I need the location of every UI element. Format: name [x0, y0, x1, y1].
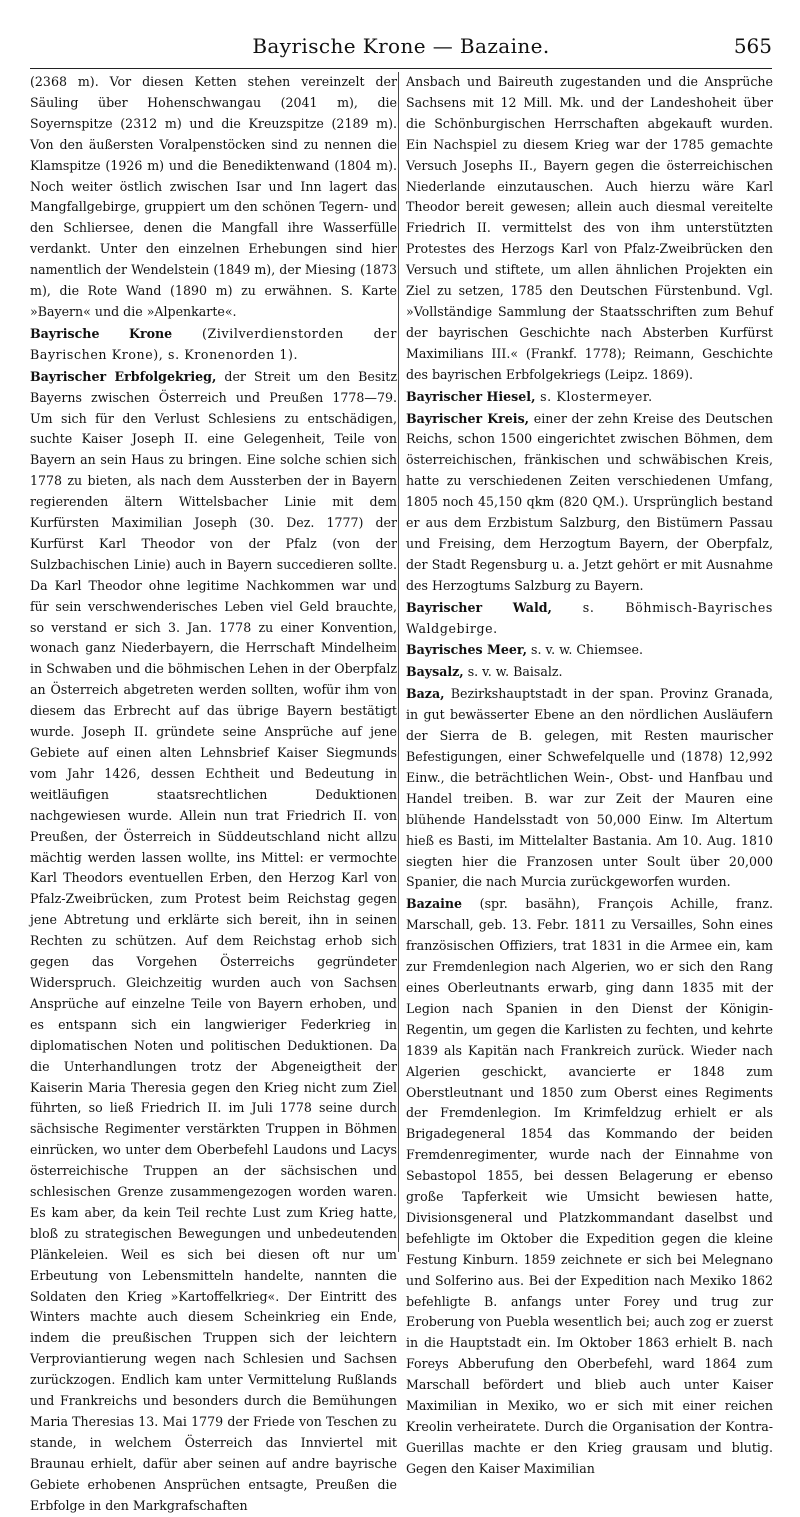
entry-headword: Bayrischer Kreis,	[406, 410, 530, 426]
entry-headword: Bayrischer Erbfolgekrieg,	[30, 368, 217, 384]
entry-text: Bezirkshauptstadt in der span. Provinz Granada, in gut bewässerter Ebene an den nördlichen Ausläufern der Sierra de B. gelegen, mit Resten maurischer Befestigungen, einer Schwefelquelle und (1878) 12,992 Einw., die beträchtlichen Wein-, Obst- und Hanfbau und Handel treiben. B. war zur Zeit der Mauren eine blühende Handelsstadt von 50,000 Einw. Im Altertum hieß es Basti, im Mittelalter Bastania. Am 10. Aug. 1810 siegten hier die Franzosen unter Soult über 20,000 Spanier, die nach Murcia zurückgeworfen wurden.	[406, 686, 773, 890]
entry-hiesel	[406, 387, 773, 408]
column-divider	[398, 72, 399, 1252]
page-header	[30, 34, 772, 66]
entry-erbfolgekrieg	[30, 367, 397, 1517]
entry-text: der Streit um den Besitz Bayerns zwischen Österreich und Preußen 1778—79. Um sich für den Verlust Schlesiens zu entschädigen, suchte Kaiser Joseph II. eine Gelegenheit, Teile von Bayern an sein Haus zu bringen. Eine solche schien sich 1778 zu bieten, als nach dem Aussterben der in Bayern regierenden ältern Wittelsbacher Linie mit dem Kurfürsten Maximilian Joseph (30. Dez. 1777) der Kurfürst Karl Theodor von der Pfalz (von der Sulzbachischen Linie) auch in Bayern succedieren sollte. Da Karl Theodor ohne legitime Nachkommen war und für sein verschwenderisches Leben viel Geld brauchte, so verstand er sich 3. Jan. 1778 zu einer Konvention, wonach ganz Niederbayern, die Herrschaft Mindelheim in Schwaben und die böhmischen Lehen in der Oberpfalz an Österreich abgetreten werden sollten, wofür ihm von diesem das Erbrecht auf das übrige Bayern bestätigt wurde. Joseph II. gründete seine Ansprüche auf jene Gebiete auf einen alten Lehnsbrief Kaiser Siegmunds vom Jahr 1426, dessen Echtheit und Bedeutung in weitläufigen staatsrechtlichen Deduktionen nachgewiesen wurde. Allein nun trat Friedrich II. von Preußen, der Österreich in Süddeutschland nicht allzu mächtig werden lassen wollte, ins Mittel: er vermochte Karl Theodors eventuellen Erben, den Herzog Karl von Pfalz-Zweibrücken, zum Protest beim Reichstag gegen jene Abtretung und erklärte sich bereit, ihn in seinen Rechten zu schützen. Auf dem Reichstag erhob sich gegen das Vorgehen Österreichs gegründeter Widerspruch. Gleichzeitig wurden auch von Sachsen Ansprüche auf einzelne Teile von Bayern erhoben, und es entspann sich ein langwieriger Federkrieg in diplomatischen Noten und politischen Deduktionen. Da die Unterhandlungen trotz der Abgeneigtheit der Kaiserin Maria Theresia gegen den Krieg nicht zum Ziel führten, so ließ Friedrich II. im Juli 1778 seine durch sächsische Regimenter verstärkten Truppen in Böhmen einrücken, wo unter dem Oberbefehl Laudons und Lacys österreichische Truppen an der sächsischen und schlesischen Grenze zusammengezogen worden waren. Es kam aber, da kein Teil rechte Lust zum Krieg hatte, bloß zu strategischen Bewegungen und unbedeutenden Plänkeleien. Weil es sich bei diesen oft nur um Erbeutung von Lebensmitteln handelte, nannten die Soldaten den Krieg »Kartoffelkrieg«. Der Eintritt des Winters machte auch diesem Scheinkrieg ein Ende, indem die preußischen Truppen sich der leichtern Verproviantierung wegen nach Schlesien und Sachsen zurückzogen. Endlich kam unter Vermittelung Rußlands und Frankreichs und besonders durch die Bemühungen Maria Theresias 13. Mai 1779 der Friede von Teschen zu stande, in welchem Österreich das Innviertel mit Braunau erhielt, dafür aber seinen auf andre bayrische Gebiete erhobenen Ansprüchen entsagte, Preußen die Erbfolge in den Markgrafschaften	[30, 368, 398, 1513]
page-number: 565	[733, 34, 772, 58]
entry-headword: Bazaine	[406, 896, 463, 912]
entry-wald	[406, 598, 773, 640]
entry-continuation: (2368 m). Vor diesen Ketten stehen vereinzelt der Säuling über Hohenschwangau (2041 m), die Soyernspitze (2312 m) und die Kreuzspitze (2189 m). Von den äußersten Voralpenstöcken sind zu nennen die Klamspitze (1926 m) und die Benediktenwand (1804 m). Noch weiter östlich zwischen Isar und Inn lagert das Mangfallgebirge, gruppiert um den schönen Tegern- und den Schliersee, denen die Mangfall ihre Wasserfülle verdankt. Unter den einzelnen Erhebungen sind hier namentlich der Wendelstein (1849 m), der Miesing (1873 m), die Rote Wand (1890 m) zu erwähnen. S. Karte »Bayern« und die »Alpenkarte«.	[30, 74, 397, 319]
entry-baza	[406, 684, 773, 893]
entry-headword: Baza,	[406, 686, 445, 702]
entry-kreis	[406, 409, 773, 597]
entry-baysalz	[406, 662, 773, 683]
left-column	[30, 72, 397, 1517]
entry-text: s. Böhmisch-Bayrisches Waldgebirge.	[406, 599, 773, 636]
entry-continuation: Ansbach und Baireuth zugestanden und die Ansprüche Sachsens mit 12 Mill. Mk. und der Landeshoheit über die Schönburgischen Herrschaften abgekauft wurden. Ein Nachspiel zu diesem Krieg war der 1785 gemachte Versuch Josephs II., Bayern gegen die österreichischen Niederlande einzutauschen. Auch hierzu wäre Karl Theodor bereit gewesen; allein auch diesmal vereitelte Friedrich II. vermittelst des von ihm unterstützten Protestes des Herzogs Karl von Pfalz-Zweibrücken den Versuch und stiftete, um allen ähnlichen Projekten ein Ziel zu setzen, 1785 den Deutschen Fürstenbund. Vgl. »Vollständige Sammlung der Staatsschriften zum Behuf der bayrischen Geschichte nach Absterben Kurfürst Maximilians III.« (Frankf. 1778); Reimann, Geschichte des bayrischen Erbfolgekriegs (Leipz. 1869).	[406, 74, 773, 382]
entry-text: (Zivilverdienstorden der Bayrischen Krone), s. Kronenorden 1).	[30, 325, 397, 362]
entry-meer	[406, 640, 773, 661]
running-title: Bayrische Krone — Bazaine.	[252, 34, 550, 58]
entry-text: s. v. w. Baisalz.	[463, 664, 563, 680]
entry-bayrische-krone	[30, 324, 397, 366]
right-column	[406, 72, 773, 1480]
entry-text: s. v. w. Chiemsee.	[527, 642, 643, 658]
entry-text: einer der zehn Kreise des Deutschen Reichs, schon 1500 eingerichtet zwischen Böhmen, dem österreichischen, fränkischen und schwäbischen Kreis, hatte zu verschiedenen Zeiten verschiedenen Umfang, 1805 noch 45,150 qkm (820 QM.). Ursprünglich bestand er aus dem Erzbistum Salzburg, den Bistümern Passau und Freising, dem Herzogtum Bayern, der Oberpfalz, der Stadt Regensburg u. a. Jetzt gehört er mit Ausnahme des Herzogtums Salzburg zu Bayern.	[406, 410, 773, 593]
entry-text: (spr. basähn), François Achille, franz. Marschall, geb. 13. Febr. 1811 zu Versailles, Sohn eines französischen Offiziers, trat 1831 in die Armee ein, kam zur Fremdenlegion nach Algerien, wo er sich den Rang eines Oberleutnants erwarb, ging dann 1835 mit der Legion nach Spanien in den Dienst der Königin-Regentin, um gegen die Karlisten zu fechten, und kehrte 1839 als Kapitän nach Frankreich zurück. Wieder nach Algerien geschickt, avancierte er 1848 zum Oberstleutnant und 1850 zum Oberst eines Regiments der Fremdenlegion. Im Krimfeldzug erhielt er als Brigadegeneral 1854 das Kommando der beiden Fremdenregimenter, wurde nach der Einnahme von Sebastopol 1855, bei dessen Belagerung er ebenso große Tapferkeit wie Umsicht bewiesen hatte, Divisionsgeneral und Platzkommandant daselbst und befehligte im Oktober die Expedition gegen die kleine Festung Kinburn. 1859 zeichnete er sich bei Melegnano und Solferino aus. Bei der Expedition nach Mexiko 1862 befehligte B. anfangs unter Forey und trug zur Eroberung von Puebla wesentlich bei; auch zog er zuerst in die Hauptstadt ein. Im Oktober 1863 erhielt B. nach Foreys Abberufung den Oberbefehl, ward 1864 zum Marschall befördert und blieb auch unter Kaiser Maximilian in Mexiko, wo er sich mit einer reichen Kreolin verheiratete. Durch die Organisation der Kontra-Guerillas machte er den Krieg grausam und blutig. Gegen den Kaiser Maximilian	[406, 896, 773, 1476]
entry-text: s. Klostermeyer.	[535, 388, 653, 404]
entry-headword: Bayrischer Hiesel,	[406, 388, 536, 404]
entry-headword: Bayrisches Meer,	[406, 642, 528, 658]
header-rule	[30, 68, 772, 69]
entry-bazaine	[406, 894, 773, 1479]
entry-headword: Bayrische Krone	[30, 325, 173, 341]
entry-headword: Baysalz,	[406, 664, 464, 680]
entry-headword: Bayrischer Wald,	[406, 599, 552, 615]
